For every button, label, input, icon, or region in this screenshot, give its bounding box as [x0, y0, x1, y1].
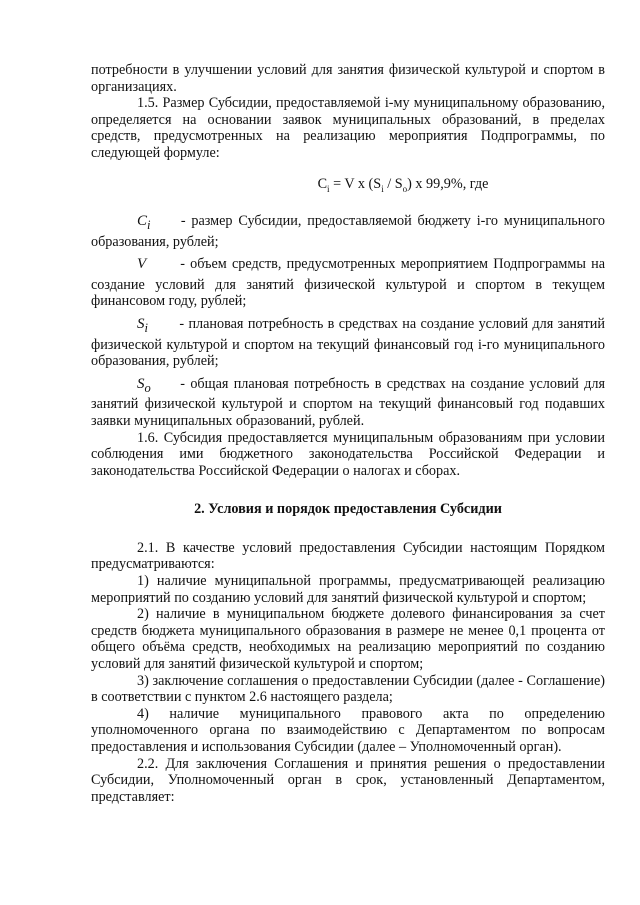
- definition-symbol: $S_i$: [137, 315, 148, 335]
- definition-symbol: $C_i$: [137, 212, 151, 232]
- definition-text: - объем средств, предусмотренных мероприятием Подпрограммы на создание условий для занятий физической культурой и спортом в текущем финансовом году, рублей;: [91, 256, 605, 310]
- condition-2: 2) наличие в муниципальном бюджете долевого финансирования за счет средств бюджета муниципального образования в размере не менее 0,1 процента от общего объёма средств, необходимых на реализацию мероприятий по созданию условий для занятий физической культурой и спортом;: [91, 606, 605, 673]
- paragraph-2-1: 2.1. В качестве условий предоставления Субсидии настоящим Порядком предусматриваются:: [91, 539, 605, 573]
- formula-s-sub: i: [381, 183, 384, 194]
- section-heading: 2. Условия и порядок предоставления Субсидии: [194, 501, 502, 518]
- formula-middle: = V x (S: [329, 175, 382, 192]
- definition-ci: [91, 213, 605, 250]
- definition-si: [91, 316, 605, 370]
- paragraph-1-6: 1.6. Субсидия предоставляется муниципальным образованиям при условии соблюдения ими бюджетного законодательства Российской Федерации и законодательства Российской Федерации о налогах и сборах.: [91, 429, 605, 479]
- definition-symbol: $S_o$: [137, 375, 151, 395]
- formula-slash: / S: [383, 175, 403, 192]
- paragraph-1-5: 1.5. Размер Субсидии, предоставляемой i-му муниципальному образованию, определяется на основании заявок муниципальных образований, в пределах средств, предусмотренных на реализацию мероприятия Подпрограммы, по следующей формуле:: [91, 95, 605, 161]
- subsidy-formula: [91, 176, 605, 197]
- definition-symbol: V: [137, 256, 147, 273]
- condition-1: 1) наличие муниципальной программы, предусматривающей реализацию мероприятий по созданию условий для занятий физической культурой и спортом;: [91, 573, 605, 606]
- definition-text: - общая плановая потребность в средствах на создание условий для занятий физической культурой и спортом на текущий финансовый год подавших заявки муниципальных образований, рублей.: [91, 375, 605, 429]
- definition-v: [91, 256, 605, 310]
- formula-tail: ) x 99,9%, где: [407, 175, 489, 192]
- document-body: [91, 62, 605, 805]
- formula-c: C: [317, 175, 328, 192]
- definition-text: - размер Субсидии, предоставляемой бюджету i-го муниципального образования, рублей;: [91, 212, 605, 250]
- formula-c-sub: i: [327, 183, 330, 194]
- definition-text: - плановая потребность в средствах на создание условий для занятий физической культурой и спортом на текущий финансовый год i-го муниципального образования, рублей;: [91, 315, 605, 370]
- formula-o-sub: o: [402, 183, 408, 194]
- definition-so: [91, 376, 605, 430]
- condition-4: 4) наличие муниципального правового акта по определению уполномоченного органа по взаимодействию с Департаментом по вопросам предоставления и использования Субсидии (далее – Уполномоченный орган).: [91, 705, 605, 756]
- condition-3: 3) заключение соглашения о предоставлении Субсидии (далее - Соглашение) в соответствии с пунктом 2.6 настоящего раздела;: [91, 672, 605, 706]
- intro-tail-paragraph: потребности в улучшении условий для занятия физической культурой и спортом в организациях.: [91, 62, 605, 95]
- paragraph-2-2: 2.2. Для заключения Соглашения и принятия решения о предоставлении Субсидии, Уполномоченный орган в срок, установленный Департаментом, представляет:: [91, 755, 605, 805]
